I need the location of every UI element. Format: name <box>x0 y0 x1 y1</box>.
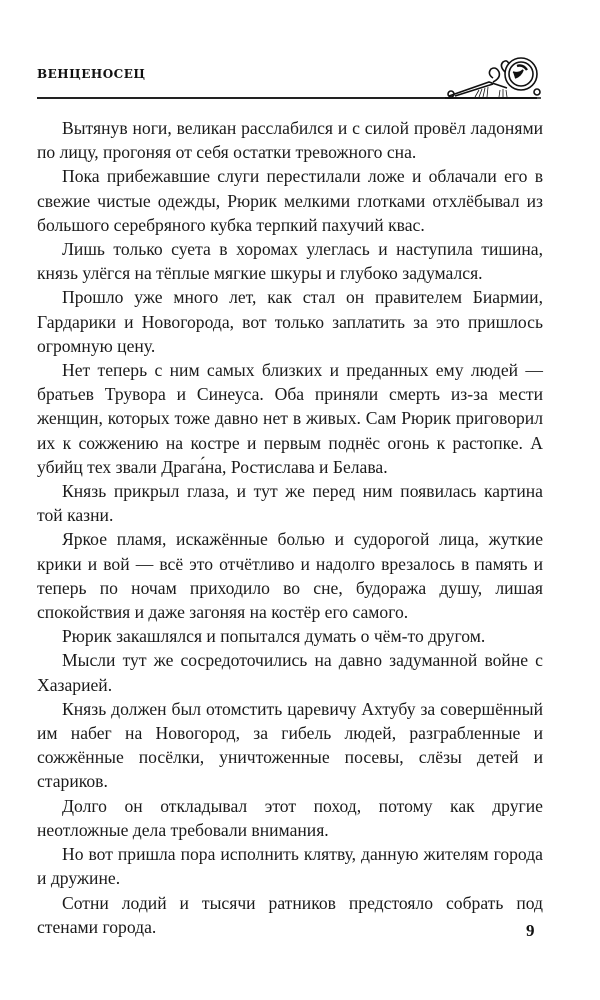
paragraph: Мысли тут же сосредоточились на давно задуманной войне с Хазарией. <box>37 650 543 695</box>
paragraph: Долго он откладывал этот поход, потому как другие неотложные дела требовали внимания. <box>37 795 543 840</box>
paragraph: Князь должен был отомстить царевичу Ахтубу за совершённый им набег на Новогород, за гибель людей, разграбленные и сожжённые посёлки, уничтоженные посевы, слёзы детей и стариков. <box>37 698 543 792</box>
paragraph: Нет теперь с ним самых близких и преданных ему людей — братьев Трувора и Синеуса. Оба приняли смерть из-за мести женщин, которых тоже давно нет в живых. Сам Рюрик приговорил их к сожжению на костре и первым поднёс огонь к растопке. А убийц тех звали Драга́на, Ростислава и Белава. <box>37 360 543 477</box>
vine-scroll-ornament-icon <box>445 52 545 100</box>
paragraph: Но вот пришла пора исполнить клятву, данную жителям города и дружине. <box>37 844 543 889</box>
running-header <box>37 52 545 100</box>
paragraph: Вытянув ноги, великан расслабился и с силой провёл ладонями по лицу, прогоняя от себя остатки тревожного сна. <box>37 118 543 163</box>
chapter-body <box>37 116 543 939</box>
paragraph: Рюрик закашлялся и попытался думать о чём-то другом. <box>62 626 486 647</box>
paragraph: Лишь только суета в хоромах улеглась и наступила тишина, князь улёгся на тёплые мягкие шкуры и глубоко задумался. <box>37 239 543 284</box>
page-number: 9 <box>526 921 535 940</box>
running-title: венценосец <box>37 63 146 83</box>
paragraph: Князь прикрыл глаза, и тут же перед ним появилась картина той казни. <box>37 481 543 526</box>
paragraph: Прошло уже много лет, как стал он правителем Биармии, Гардарики и Новогорода, вот только заплатить за это пришлось огромную цену. <box>37 287 543 356</box>
paragraph: Пока прибежавшие слуги перестилали ложе и облачали его в свежие чистые одежды, Рюрик мелкими глотками отхлёбывал из большого серебряного кубка терпкий пахучий квас. <box>37 166 543 235</box>
paragraph: Яркое пламя, искажённые болью и судорогой лица, жуткие крики и вой — всё это отчётливо и надолго врезалось в память и теперь по ночам приходило во сне, будоража душу, лишая спокойствия и даже загоняя на костёр его самого. <box>37 529 543 623</box>
paragraph: Сотни лодий и тысячи ратников предстояло собрать под стенами города. <box>37 892 543 937</box>
